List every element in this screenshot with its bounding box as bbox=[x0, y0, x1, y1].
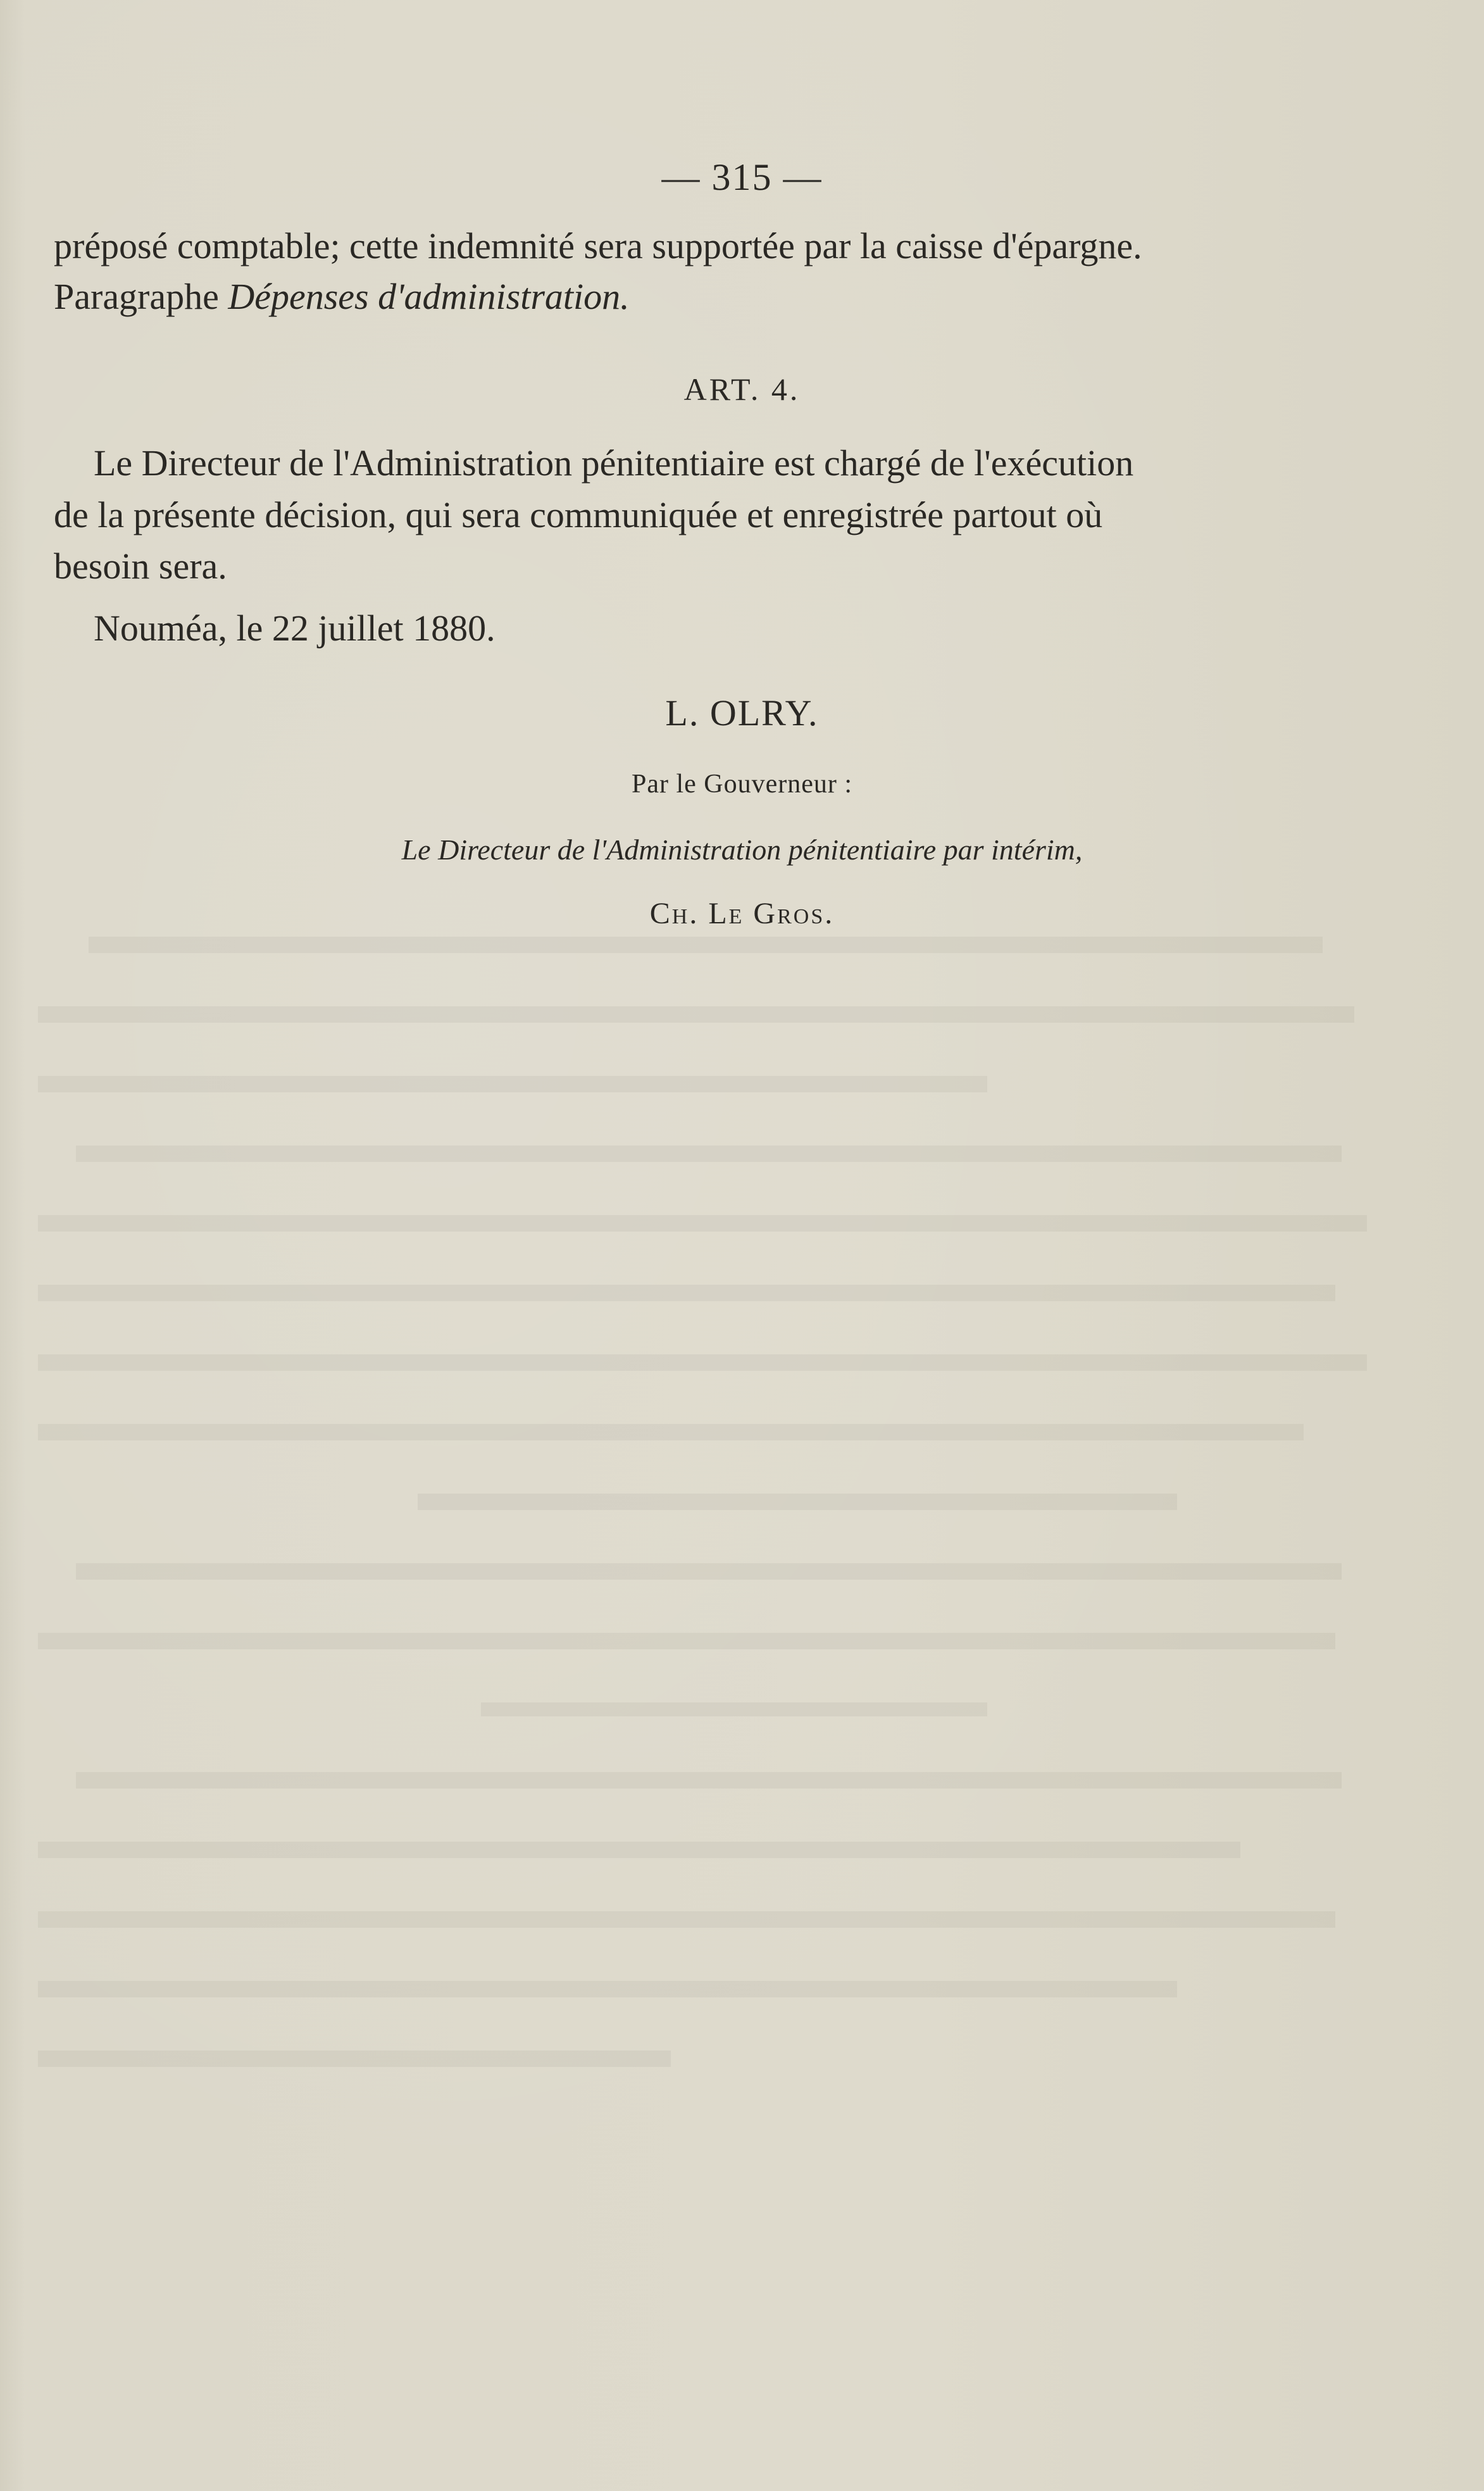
paragraph-line-2 bbox=[54, 278, 630, 315]
article-line-3: besoin sera. bbox=[54, 546, 227, 587]
governor-signature: L. OLRY. bbox=[665, 692, 819, 734]
article-line-1: Le Directeur de l'Administration pénitentiaire est chargé de l'exécution bbox=[94, 442, 1134, 484]
reverse-side-bleed-through bbox=[38, 937, 1430, 2139]
italic-expense-heading: Dépenses d'administration. bbox=[228, 276, 630, 317]
paragraph-line-1: préposé comptable; cette indemnité sera supportée par la caisse d'épargne. bbox=[54, 225, 1142, 266]
director-name: Ch. Le Gros. bbox=[649, 897, 835, 930]
by-governor-line: Par le Gouverneur : bbox=[631, 770, 853, 799]
director-title: Le Directeur de l'Administration pénitentiaire par intérim, bbox=[401, 833, 1083, 866]
page-number: — 315 — bbox=[661, 156, 823, 198]
article-line-2: de la présente décision, qui sera communiquée et enregistrée partout où bbox=[54, 494, 1103, 535]
place-date: Nouméa, le 22 juillet 1880. bbox=[94, 608, 496, 649]
paragraph-label: Paragraphe bbox=[54, 276, 228, 317]
article-heading: ART. 4. bbox=[683, 371, 801, 407]
